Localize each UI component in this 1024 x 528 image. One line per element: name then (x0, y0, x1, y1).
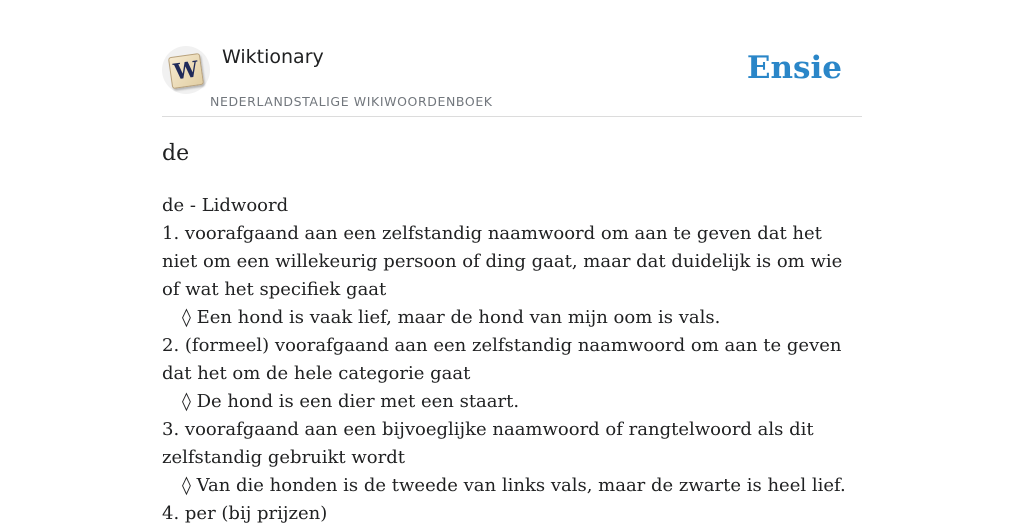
definition-1: 1. voorafgaand aan een zelfstandig naamwoord om aan te geven dat het niet om een willekeurig persoon of ding gaat, maar dat duidelijk is om wie of wat het specifiek gaat (162, 223, 843, 300)
site-header (162, 0, 862, 117)
definition-3: 3. voorafgaand aan een bijvoeglijke naamwoord of rangtelwoord als dit zelfstandig gebruikt wordt (162, 419, 814, 468)
logo-tile: W (168, 53, 204, 89)
part-of-speech-line: de - Lidwoord (162, 195, 289, 216)
entry-body (162, 192, 862, 528)
example-2: ◊ De hond is een dier met een staart. (182, 391, 520, 412)
site-title[interactable]: Wiktionary (222, 46, 324, 68)
definition-2: 2. (formeel) voorafgaand aan een zelfstandig naamwoord om aan te geven dat het om de hele categorie gaat (162, 335, 842, 384)
example-1: ◊ Een hond is vaak lief, maar de hond van mijn oom is vals. (182, 307, 721, 328)
definition-4: 4. per (bij prijzen) (162, 503, 328, 524)
ensie-brand-link[interactable]: Ensie (746, 50, 842, 86)
page (162, 0, 862, 524)
headword: de (162, 141, 190, 166)
wiktionary-logo-icon[interactable] (162, 46, 210, 94)
site-subtitle: NEDERLANDSTALIGE WIKIWOORDENBOEK (210, 94, 493, 109)
example-3: ◊ Van die honden is de tweede van links vals, maar de zwarte is heel lief. (182, 475, 846, 496)
